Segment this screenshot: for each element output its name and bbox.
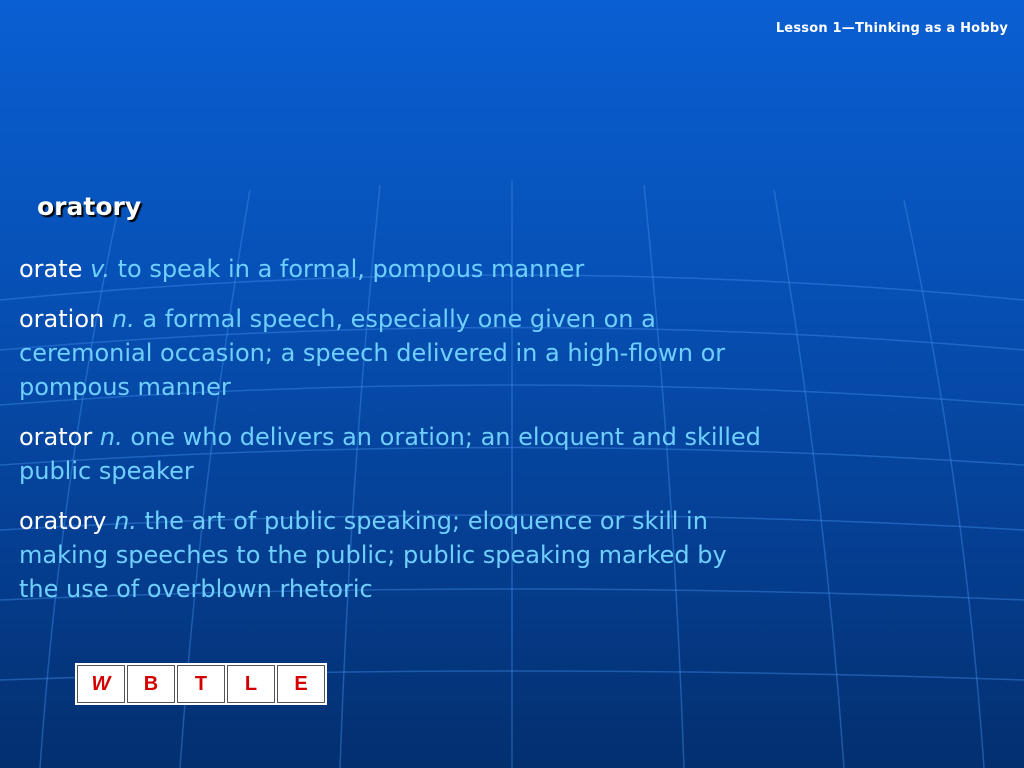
entry-part-of-speech: n. — [99, 423, 123, 451]
nav-button-e[interactable]: E — [277, 665, 325, 703]
entry-term: orate — [19, 255, 83, 283]
word-title: oratory — [37, 192, 142, 221]
nav-button-l[interactable]: L — [227, 665, 275, 703]
nav-button-w[interactable]: W — [77, 665, 125, 703]
nav-button-t[interactable]: T — [177, 665, 225, 703]
entry-part-of-speech: n. — [111, 305, 135, 333]
entry-definition: the art of public speaking; eloquence or skill in making speeches to the public; public speaking marked by the use of overblown rhetoric — [19, 507, 727, 603]
definition-entry — [19, 302, 764, 404]
section-nav — [75, 663, 327, 705]
entry-definition: to speak in a formal, pompous manner — [117, 255, 585, 283]
entry-term: oration — [19, 305, 105, 333]
entry-definition: a formal speech, especially one given on a ceremonial occasion; a speech delivered in a high-flown or pompous manner — [19, 305, 726, 401]
definition-entry — [19, 252, 764, 286]
lesson-title: Lesson 1—Thinking as a Hobby — [775, 21, 1008, 36]
definition-list — [19, 252, 764, 622]
entry-part-of-speech: n. — [114, 507, 137, 535]
entry-term: oratory — [19, 507, 107, 535]
definition-entry — [19, 420, 764, 488]
nav-button-b[interactable]: B — [127, 665, 175, 703]
entry-part-of-speech: v. — [90, 255, 110, 283]
entry-term: orator — [19, 423, 93, 451]
definition-entry — [19, 504, 764, 606]
entry-definition: one who delivers an oration; an eloquent and skilled public speaker — [19, 423, 761, 485]
